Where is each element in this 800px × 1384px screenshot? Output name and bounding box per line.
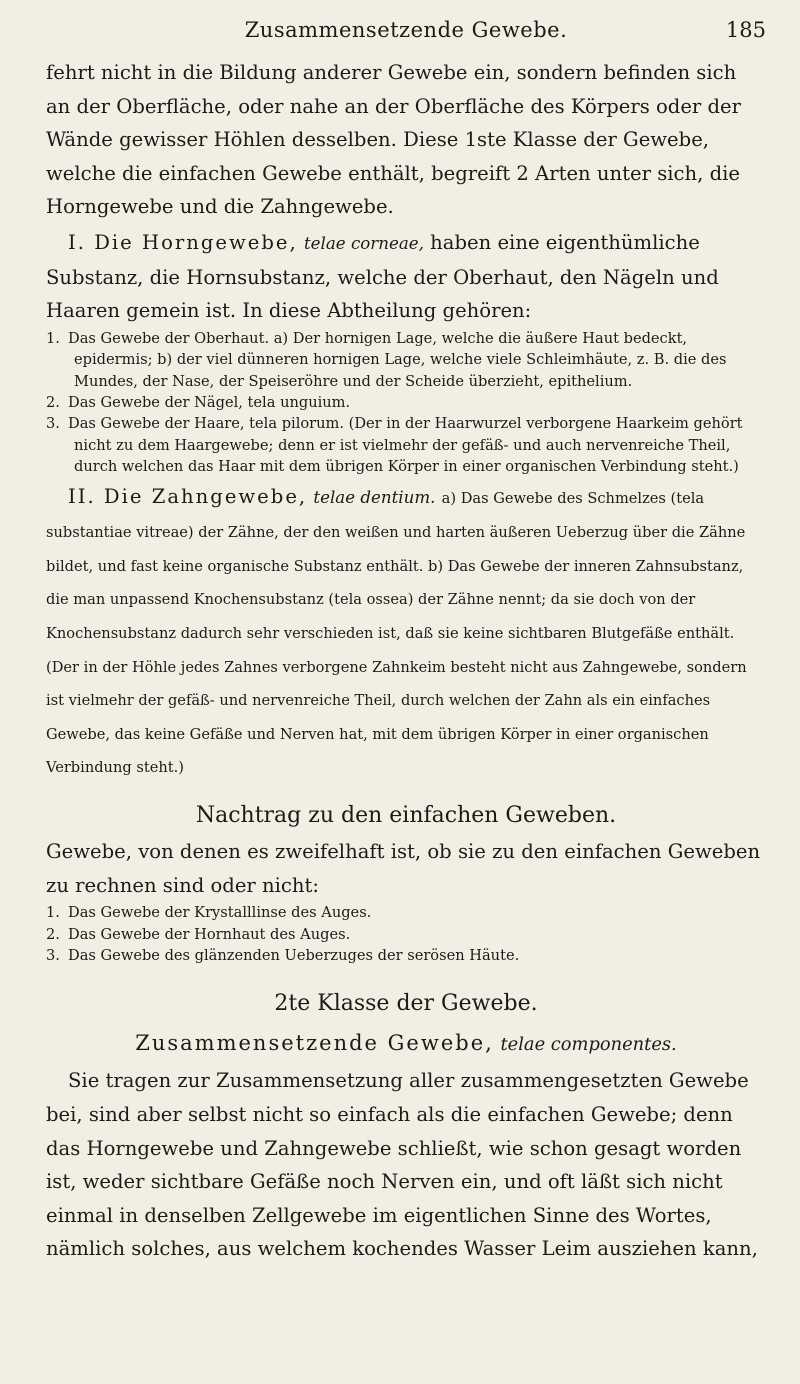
list-item: 1. Das Gewebe der Krystalllinse des Auges.: [46, 904, 372, 922]
section-text: haben eine eigenthümliche Substanz, die Hornsubstanz, welche der Oberhaut, den Nägeln und Haaren gemein ist. In diese Abtheilung gehören:: [46, 230, 719, 323]
section-heading: I. Die Horngewebe,: [68, 230, 298, 254]
section-horngewebe: [46, 226, 766, 328]
list-item: 3. Das Gewebe des glänzenden Ueberzuges der serösen Häute.: [46, 946, 520, 964]
section-latin: telae corneae,: [303, 233, 424, 253]
section-zahngewebe: [46, 480, 766, 783]
class2-block: [46, 1064, 766, 1266]
running-title: Zusammensetzende Gewebe.: [244, 18, 568, 42]
list-item: 1. Das Gewebe der Oberhaut. a) Der hornigen Lage, welche die äußere Haut bedeckt, epidermis; b) der viel dünneren hornigen Lage, welche viele Schleimhäute, z. B. die des Mundes, der Nase, der Speiseröhre und der Scheide überzieht, epithelium.: [46, 329, 727, 390]
section-latin: telae dentium.: [313, 487, 436, 507]
nachtrag-list: [46, 902, 766, 966]
horngewebe-list: [46, 328, 766, 478]
page-number: 185: [725, 18, 766, 42]
nachtrag-block: [46, 835, 766, 902]
running-header: [46, 14, 766, 56]
nachtrag-text: Gewebe, von denen es zweifelhaft ist, ob sie zu den einfachen Geweben zu rechnen sind oder nicht:: [46, 839, 761, 897]
list-item: 2. Das Gewebe der Hornhaut des Auges.: [46, 925, 351, 943]
class-subheading: Zusammensetzende Gewebe, telae componentes.: [135, 1031, 677, 1056]
class-heading: 2te Klasse der Gewebe.: [274, 991, 538, 1017]
list-item: 3. Das Gewebe der Haare, tela pilorum. (Der in der Haarwurzel verborgene Haarkeim gehört nicht zu dem Haargewebe; denn er ist vielmehr der gefäß- und auch nervenreiche Theil, durch welchen das Haar mit dem übrigen Körper in einer organischen Verbindung steht.): [46, 415, 743, 476]
section-text: a) Das Gewebe des Schmelzes (tela substantiae vitreae) der Zähne, der den weißen und harten äußeren Ueberzug über die Zähne bildet, und fast keine organische Substanz enthält. b) Das Gewebe der inneren Zahnsubstanz, die man unpassend Knochensubstanz (tela ossea) der Zähne nennt; da sie doch von der Knochensubstanz dadurch sehr verschieden ist, daß sie keine sichtbaren Blutgefäße enthält. (Der in der Höhle jedes Zahnes verborgene Zahnkeim besteht nicht aus Zahngewebe, sondern ist vielmehr der gefäß- und nervenreiche Theil, durch welchen der Zahn als ein einfaches Gewebe, das keine Gefäße und Nerven hat, mit dem übrigen Körper in einer organischen Verbindung steht.): [46, 489, 747, 777]
class-latin: telae componentes.: [500, 1034, 677, 1056]
list-item: 2. Das Gewebe der Nägel, tela unguium.: [46, 393, 351, 411]
intro-paragraph: fehrt nicht in die Bildung anderer Gewebe ein, sondern befinden sich an der Oberfläche, oder nahe an der Oberfläche des Körpers oder der Wände gewisser Höhlen desselben. Diese 1ste Klasse der Gewebe, welche die einfachen Gewebe enthält, begreift 2 Arten unter sich, die Horngewebe und die Zahngewebe.: [46, 61, 742, 219]
zahngewebe-block: [46, 480, 766, 783]
main-text: [46, 56, 766, 328]
nachtrag-heading: Nachtrag zu den einfachen Geweben.: [195, 802, 617, 828]
section-heading: II. Die Zahngewebe,: [68, 484, 308, 508]
class2-text: Sie tragen zur Zusammensetzung aller zusammengesetzten Gewebe bei, sind aber selbst nicht so einfach als die einfachen Gewebe; denn das Horngewebe und Zahngewebe schließt, wie schon gesagt worden ist, weder sichtbare Gefäße noch Nerven ein, und oft läßt sich nicht einmal in denselben Zellgewebe im eigentlichen Sinne des Wortes, nämlich solches, aus welchem kochendes Wasser Leim ausziehen kann,: [46, 1069, 758, 1261]
